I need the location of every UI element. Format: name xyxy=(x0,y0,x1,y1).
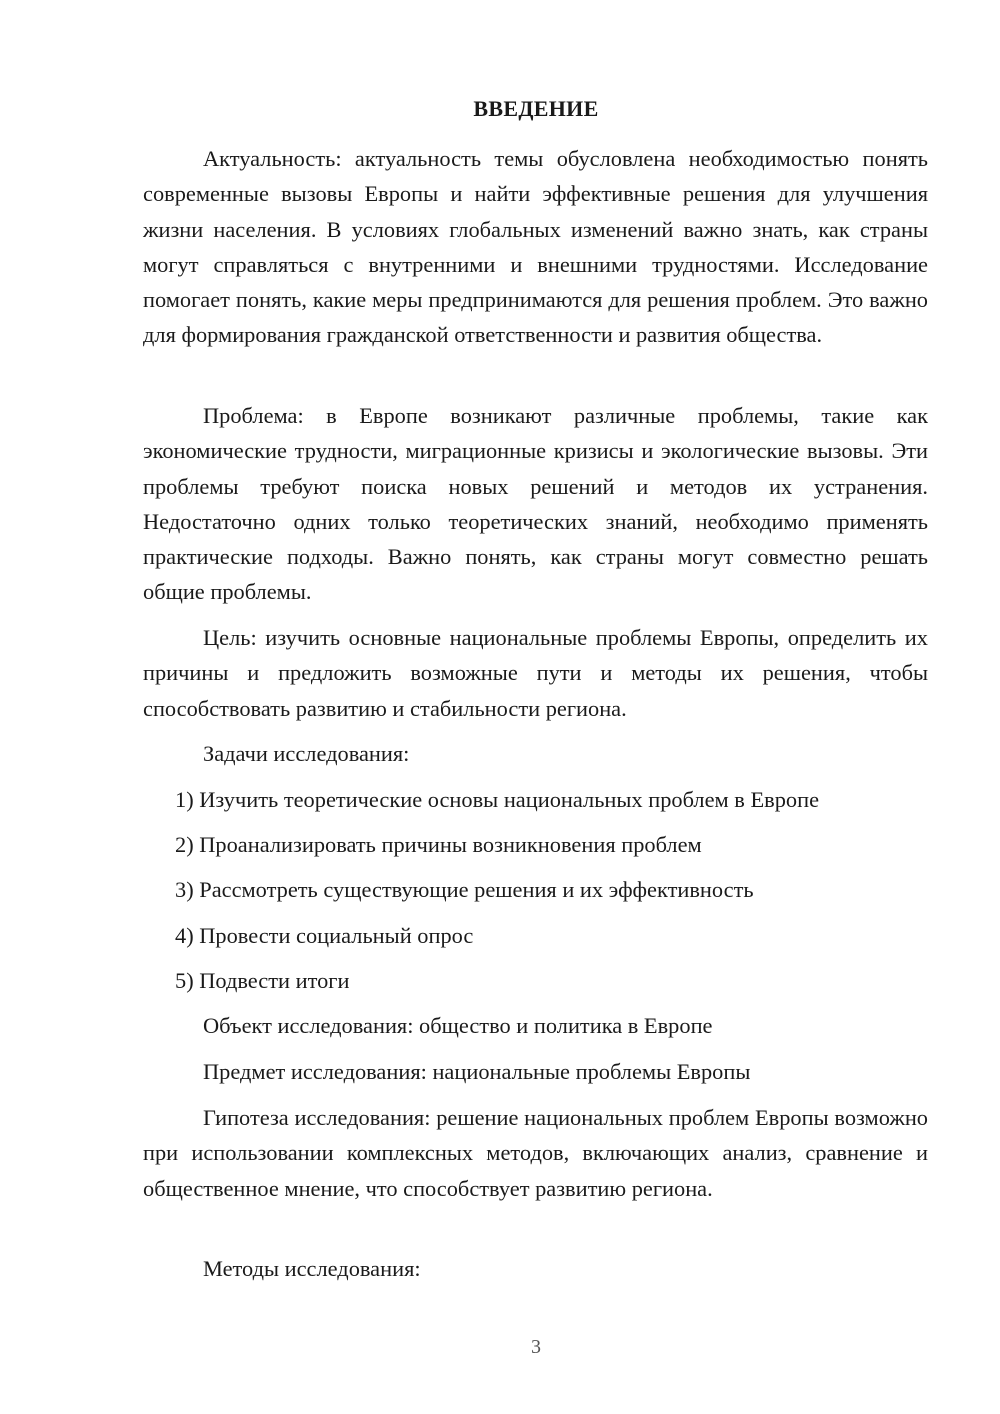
page-number: 3 xyxy=(531,1336,541,1358)
goal-paragraph: Цель: изучить основные национальные проблемы Европы, определить их причины и предложить возможные пути и методы их решения, чтобы способствовать развитию и стабильности региона. xyxy=(143,625,928,721)
task-list-item xyxy=(143,827,928,862)
tasks-label: Задачи исследования: xyxy=(203,741,410,766)
task-item-5: 5) Подвести итоги xyxy=(175,968,350,993)
task-item-3: 3) Рассмотреть существующие решения и их эффективность xyxy=(175,877,754,902)
task-list-item xyxy=(143,872,928,907)
task-item-1: 1) Изучить теоретические основы национальных проблем в Европе xyxy=(175,787,820,812)
task-list-item xyxy=(143,782,928,817)
research-object: Объект исследования: общество и политика в Европе xyxy=(203,1013,713,1038)
research-subject: Предмет исследования: национальные проблемы Европы xyxy=(203,1059,751,1084)
relevance-paragraph-block xyxy=(143,141,928,353)
problem-paragraph: Проблема: в Европе возникают различные проблемы, такие как экономические трудности, миграционные кризисы и экологические вызовы. Эти проблемы требуют поиска новых решений и методов их устранения. Недостаточно одних только теоретических знаний, необходимо применять практические подходы. Важно понять, как страны могут совместно решать общие проблемы. xyxy=(143,403,928,605)
methods-label-block xyxy=(143,1251,928,1286)
hypothesis-paragraph: Гипотеза исследования: решение национальных проблем Европы возможно при использовании комплексных методов, включающих анализ, сравнение и общественное мнение, что способствует развитию региона. xyxy=(143,1105,928,1201)
subject-line-block xyxy=(143,1054,928,1089)
section-heading: ВВЕДЕНИЕ xyxy=(473,96,599,121)
task-item-2: 2) Проанализировать причины возникновения проблем xyxy=(175,832,702,857)
task-list-item xyxy=(143,963,928,998)
task-list-item xyxy=(143,918,928,953)
tasks-label-block xyxy=(143,736,928,771)
object-line-block xyxy=(143,1008,928,1043)
methods-label: Методы исследования: xyxy=(203,1256,421,1281)
hypothesis-paragraph-block xyxy=(143,1100,928,1206)
goal-paragraph-block xyxy=(143,620,928,726)
task-item-4: 4) Провести социальный опрос xyxy=(175,923,474,948)
relevance-paragraph: Актуальность: актуальность темы обусловлена необходимостью понять современные вызовы Европы и найти эффективные решения для улучшения жизни населения. В условиях глобальных изменений важно знать, как страны могут справляться с внутренними и внешними трудностями. Исследование помогает понять, какие меры предпринимаются для решения проблем. Это важно для формирования гражданской ответственности и развития общества. xyxy=(143,146,928,348)
problem-paragraph-block xyxy=(143,398,928,610)
